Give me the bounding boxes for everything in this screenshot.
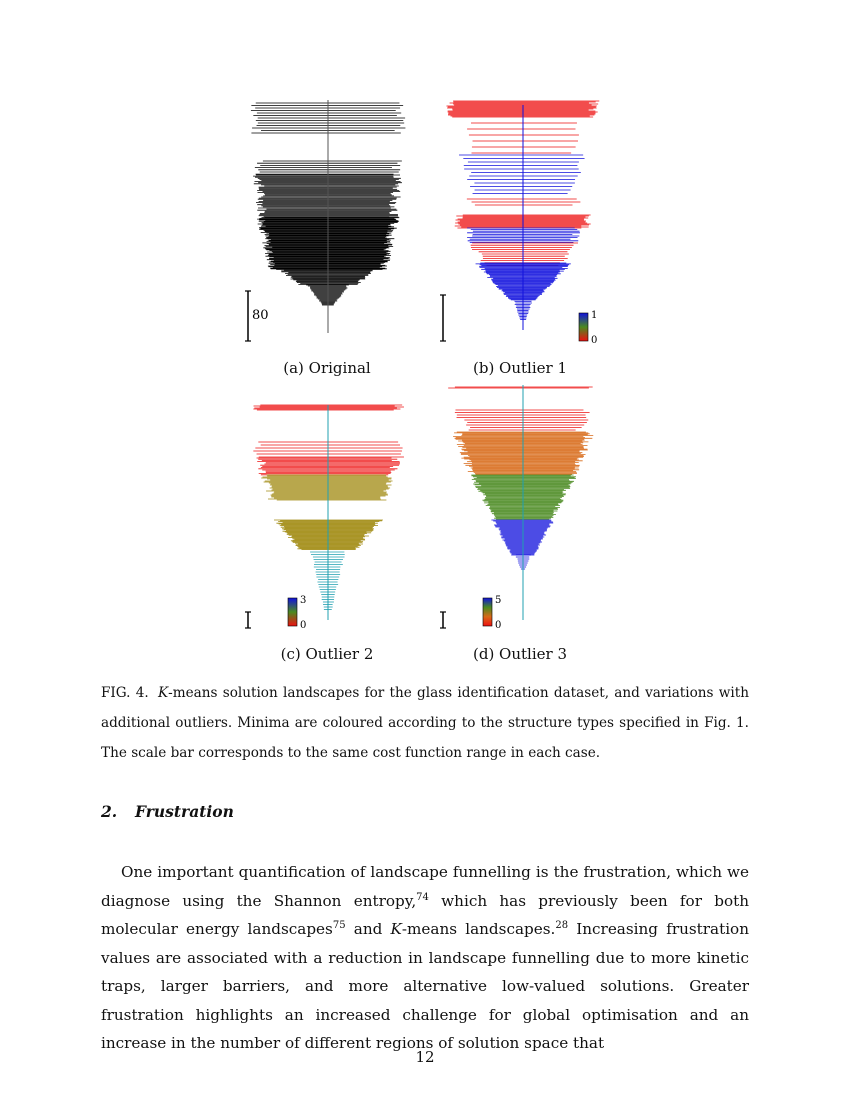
scale-bar xyxy=(440,612,446,628)
panel-outlier-2 xyxy=(240,380,420,635)
panel-outlier-3 xyxy=(435,380,615,635)
para-k-symbol: K xyxy=(390,920,402,938)
panel-b-caption: (b) Outlier 1 xyxy=(472,359,567,377)
colorbar xyxy=(288,598,297,626)
disconnectivity-graph-outlier-2 xyxy=(240,380,420,635)
section-title: Frustration xyxy=(135,802,234,821)
colorbar-max-label: 1 xyxy=(591,310,598,321)
colorbar-min-label: 0 xyxy=(495,620,502,631)
figure-caption xyxy=(101,678,749,768)
scale-bar-label: 80 xyxy=(252,308,269,323)
section-number: 2. xyxy=(101,802,118,821)
panel-outlier-1 xyxy=(435,95,615,350)
colorbar xyxy=(483,598,492,626)
panel-d-caption: (d) Outlier 3 xyxy=(472,645,567,663)
para-part-4: -means landscapes. xyxy=(401,920,556,938)
minima-lines xyxy=(448,387,593,569)
colorbar-min-label: 0 xyxy=(300,620,307,631)
body-paragraph xyxy=(101,858,749,1058)
page-number: 12 xyxy=(415,1048,435,1066)
panel-original xyxy=(240,95,420,350)
section-heading xyxy=(101,802,234,821)
disconnectivity-graph-outlier-3 xyxy=(435,380,615,635)
ref-75: 75 xyxy=(332,919,346,931)
para-part-3: and xyxy=(345,920,391,938)
colorbar xyxy=(579,313,588,341)
scale-bar xyxy=(440,295,446,341)
panel-c-caption: (c) Outlier 2 xyxy=(280,645,374,663)
caption-text: -means solution landscapes for the glass identification dataset, and variations with additional outliers. Minima are coloured according to the structure types specified in Fig. 1. The scale bar corresponds to the same cost function range in each case. xyxy=(101,685,749,761)
caption-k-symbol: K xyxy=(157,685,169,701)
ref-74: 74 xyxy=(416,891,429,903)
scale-bar xyxy=(245,291,251,341)
disconnectivity-graph-outlier-1 xyxy=(435,95,615,350)
para-part-1: One important quantification of landscape funnelling is the frustration, which we diagnose using the Shannon entropy, xyxy=(101,863,749,910)
panel-a-caption: (a) Original xyxy=(283,359,371,377)
para-part-2: which has previously been for both molecular energy landscapes xyxy=(101,891,749,938)
colorbar-max-label: 5 xyxy=(495,595,502,606)
caption-prefix: FIG. 4. xyxy=(101,685,149,701)
disconnectivity-graph-original xyxy=(240,95,420,350)
scale-bar xyxy=(245,612,251,628)
ref-28: 28 xyxy=(555,919,569,931)
colorbar-min-label: 0 xyxy=(591,335,598,346)
para-part-5: Increasing frustration values are associated with a reduction in landscape funnelling due to more kinetic traps, larger barriers, and more alternative low-valued solutions. Greater frustration highlights an increased challenge for global optimisation and an increase in the number of different regions of solution space that xyxy=(101,920,749,1052)
colorbar-max-label: 3 xyxy=(300,595,307,606)
minima-lines xyxy=(253,405,404,610)
